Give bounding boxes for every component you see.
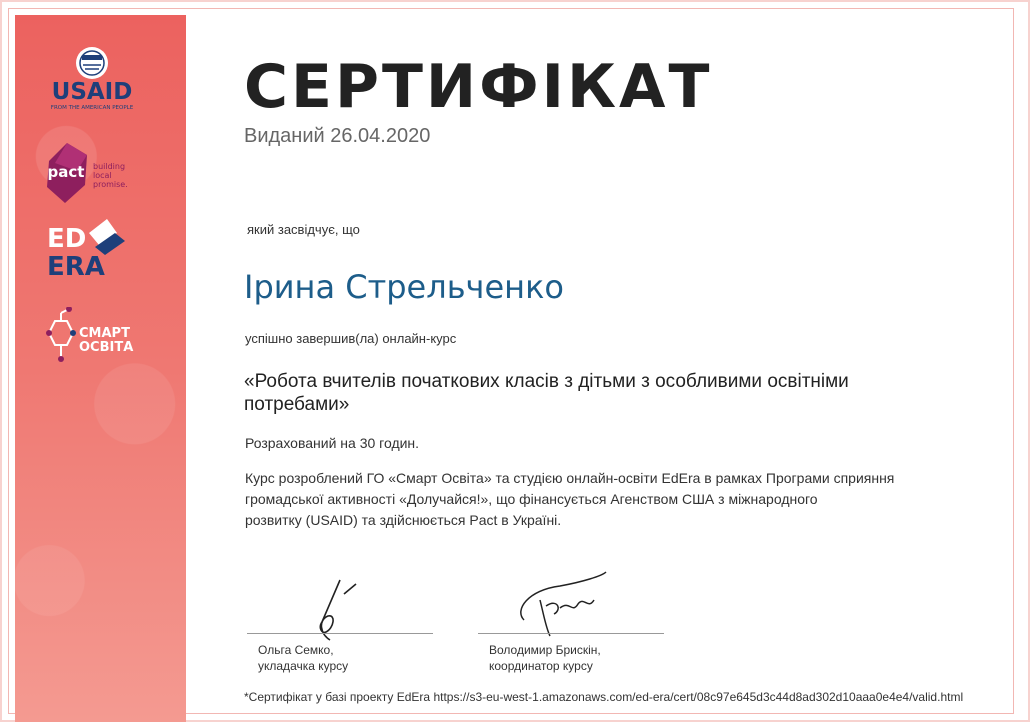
signature-1-line	[247, 633, 433, 634]
description-line-1: Курс розроблений ГО «Смарт Освіта» та студією онлайн-освіти EdEra в рамках Програми сприяння	[245, 470, 895, 486]
signature-2-name: Володимир Брискін,	[489, 643, 601, 657]
edera-logo-line2: ERA	[47, 252, 105, 281]
pact-tagline-1: building	[93, 162, 126, 171]
edera-logo	[45, 215, 135, 281]
certify-text: який засвідчує, що	[247, 222, 360, 237]
pact-tagline-2: local	[93, 171, 112, 180]
usaid-logo-subtext: FROM THE AMERICAN PEOPLE	[50, 105, 134, 111]
signature-1-role: укладачка курсу	[258, 659, 349, 673]
certificate-verification-link[interactable]: *Сертифікат у базі проекту EdEra https://s3-eu-west-1.amazonaws.com/ed-era/cert/08c97e645d3c44d8ad302d10aaa0e4e4/valid.html	[244, 690, 964, 704]
certificate-title: СЕРТИФІКАТ	[244, 52, 713, 122]
usaid-logo	[37, 45, 147, 125]
signature-1-name: Ольга Семко,	[258, 643, 334, 657]
signature-1-caption	[258, 642, 348, 674]
pact-tagline-3: promise.	[93, 180, 128, 189]
pact-logo-text: pact	[47, 163, 85, 181]
signature-2-line	[478, 633, 664, 634]
signature-2-caption	[489, 642, 601, 674]
course-title-line-1: «Робота вчителів початкових класів з дітьми з особливими освітніми	[244, 371, 849, 392]
edera-logo-line1: ED	[47, 224, 87, 254]
smart-osvita-logo	[37, 307, 147, 367]
signature-2-role: координатор курсу	[489, 659, 593, 673]
issued-date: Виданий 26.04.2020	[244, 125, 431, 147]
smart-logo-line1: СМАРТ	[79, 326, 130, 341]
signature-2-handwriting	[510, 570, 610, 640]
usaid-logo-text: USAID	[51, 79, 133, 105]
course-description	[245, 468, 985, 531]
completed-text: успішно завершив(ла) онлайн-курс	[245, 331, 457, 346]
course-title-line-2: потребами»	[244, 394, 350, 415]
smart-logo-line2: ОСВІТА	[79, 340, 134, 355]
description-line-3: розвитку (USAID) та здійснюється Pact в Україні.	[245, 512, 562, 528]
logo-sidebar	[15, 15, 186, 722]
course-hours: Розрахований на 30 годин.	[245, 435, 420, 451]
pact-logo	[37, 141, 147, 205]
description-line-2: громадської активності «Долучайся!», що фінансується Агенством США з міжнародного	[245, 491, 818, 507]
recipient-name: Ірина Стрельченко	[244, 268, 564, 306]
course-title	[244, 370, 944, 416]
